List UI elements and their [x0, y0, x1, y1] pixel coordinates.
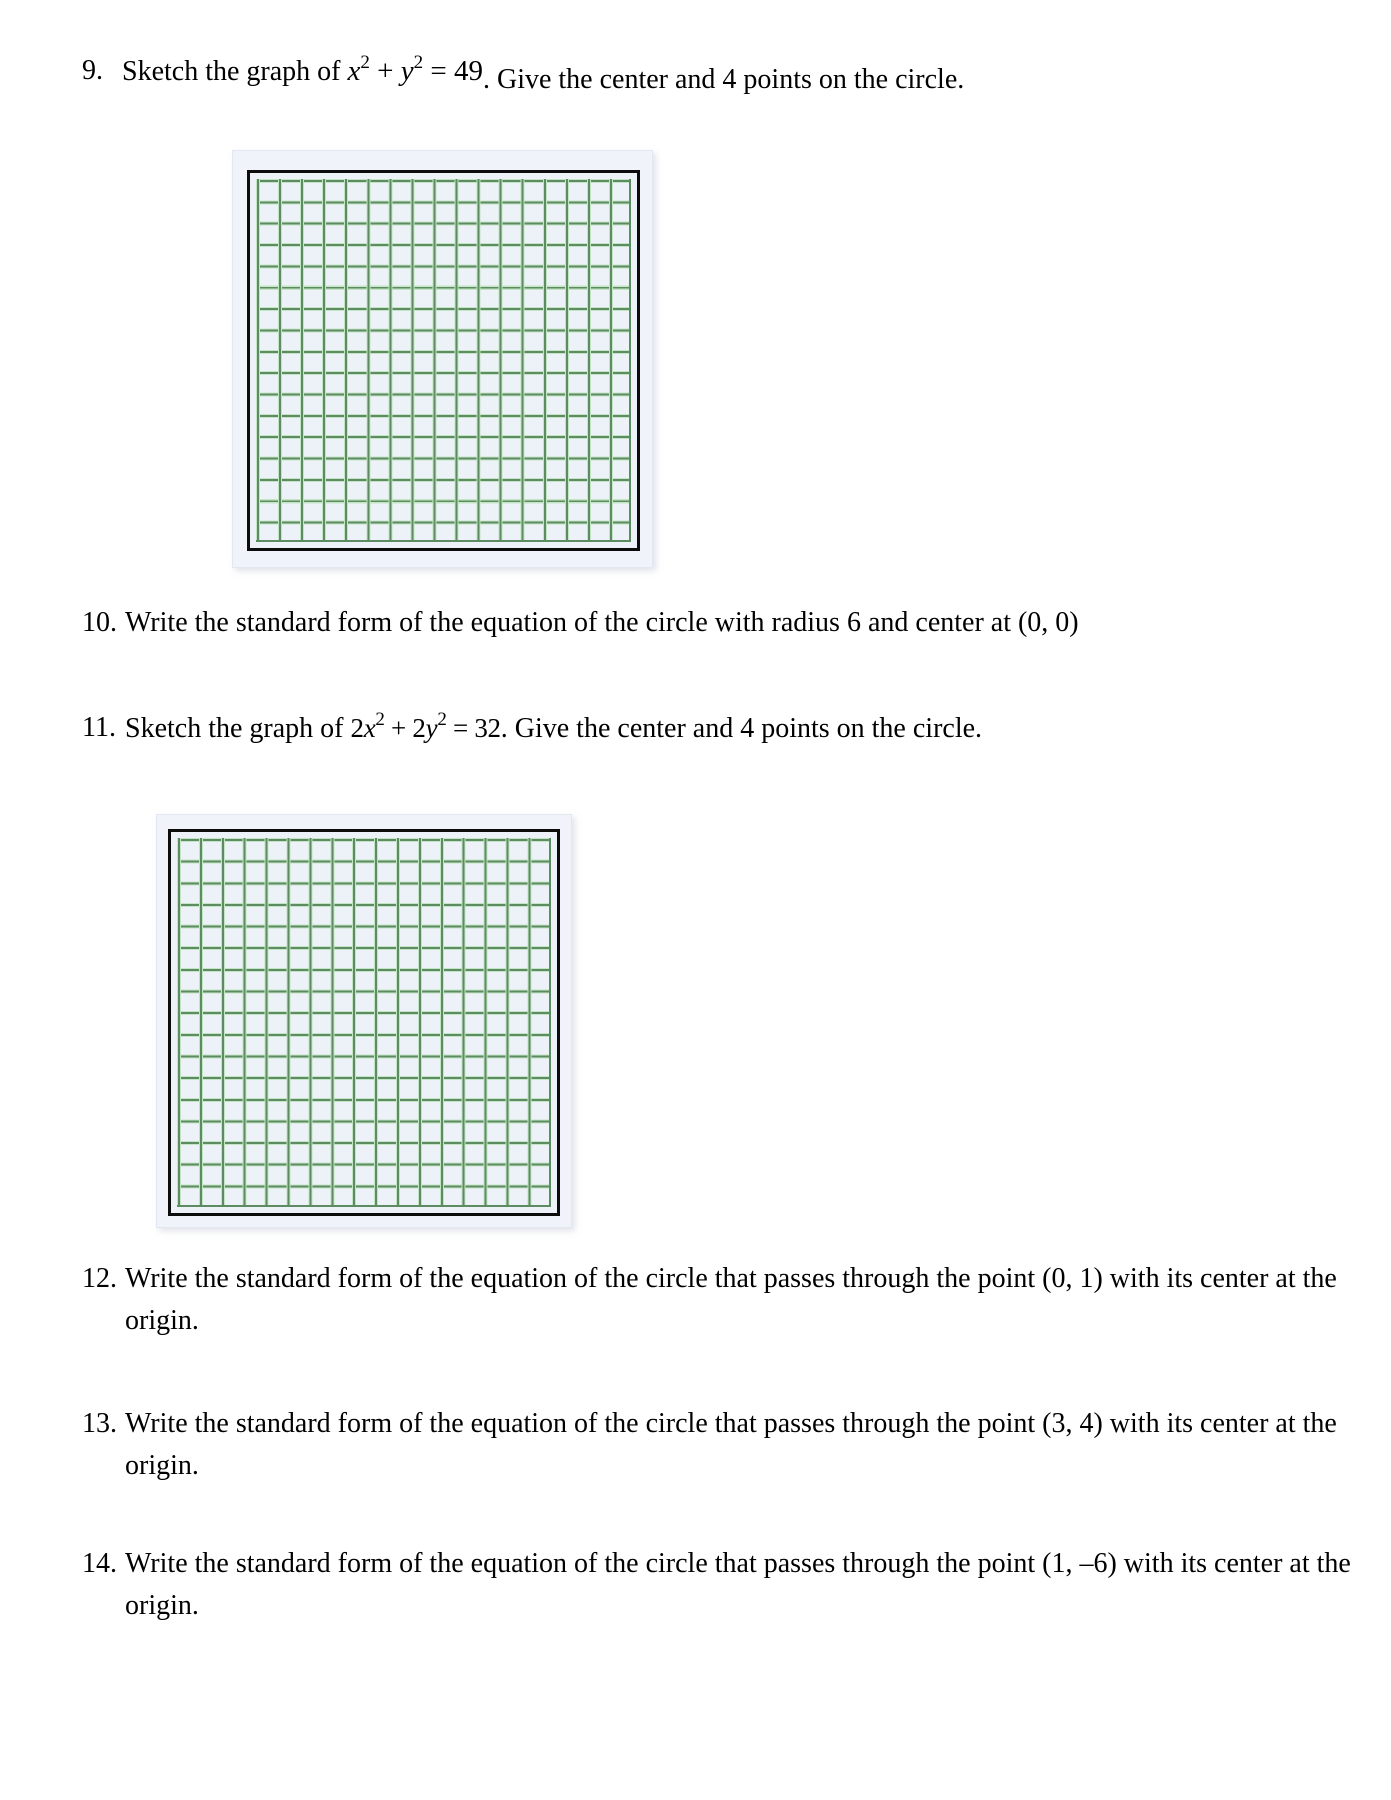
question-13-line2: origin.	[125, 1450, 199, 1481]
math-var-y: y	[425, 713, 438, 743]
equation-2x2-plus-2y2-equals-32	[350, 709, 501, 743]
graph-paper-q9-grid-lines	[256, 179, 631, 542]
graph-paper-q11-grid-lines	[177, 838, 551, 1207]
question-13-text	[125, 1403, 1337, 1487]
math-exponent: 2	[375, 709, 385, 730]
question-12-number: 12.	[82, 1263, 117, 1294]
question-9-text-pre: Sketch the graph of	[122, 56, 348, 87]
equation-x2-plus-y2-equals-49	[347, 52, 483, 87]
question-10-text: Write the standard form of the equation of the circle with radius 6 and center at (0, 0)	[125, 607, 1079, 638]
question-12-line2: origin.	[125, 1305, 199, 1336]
graph-paper-q9	[232, 150, 653, 568]
math-equals-49: = 49	[423, 55, 483, 87]
question-11-number: 11.	[82, 712, 116, 743]
math-equals-32: = 32	[446, 713, 501, 743]
question-11-text	[125, 707, 982, 750]
question-12-line1: Write the standard form of the equation of the circle that passes through the point (0, 1) with its center at the	[125, 1263, 1337, 1294]
question-13-line1: Write the standard form of the equation of the circle that passes through the point (3, 4) with its center at the	[125, 1408, 1337, 1439]
math-var-y: y	[400, 55, 414, 87]
question-13-number: 13.	[82, 1408, 117, 1439]
math-exponent: 2	[413, 52, 424, 73]
question-9-text	[122, 50, 964, 93]
question-14-text	[125, 1543, 1351, 1627]
question-14-line1: Write the standard form of the equation of the circle that passes through the point (1, –6) with its center at the	[125, 1548, 1351, 1579]
question-14-line2: origin.	[125, 1590, 199, 1621]
graph-paper-q11	[156, 814, 572, 1228]
question-11	[82, 707, 982, 750]
question-11-text-pre: Sketch the graph of	[125, 713, 351, 744]
math-exponent: 2	[360, 52, 370, 73]
question-11-text-post: . Give the center and 4 points on the circle.	[500, 713, 983, 744]
math-var-x: x	[363, 713, 376, 743]
graph-paper-q9-frame	[247, 170, 640, 551]
math-exponent: 2	[437, 709, 447, 730]
question-9-text-post: . Give the center and 4 points on the circle.	[482, 64, 965, 95]
question-12-text	[125, 1258, 1337, 1342]
math-var-x: x	[347, 55, 361, 87]
question-12	[82, 1258, 1337, 1342]
question-14	[82, 1543, 1351, 1627]
question-10-number: 10.	[82, 607, 117, 638]
question-9-number: 9.	[82, 55, 103, 86]
graph-paper-q11-frame	[168, 829, 560, 1216]
math-plus-coefficient: + 2	[384, 713, 426, 743]
question-13	[82, 1403, 1337, 1487]
math-plus: +	[369, 55, 401, 87]
question-14-number: 14.	[82, 1548, 117, 1579]
question-9	[82, 50, 964, 93]
question-10	[82, 602, 1079, 644]
math-coefficient: 2	[350, 713, 364, 743]
